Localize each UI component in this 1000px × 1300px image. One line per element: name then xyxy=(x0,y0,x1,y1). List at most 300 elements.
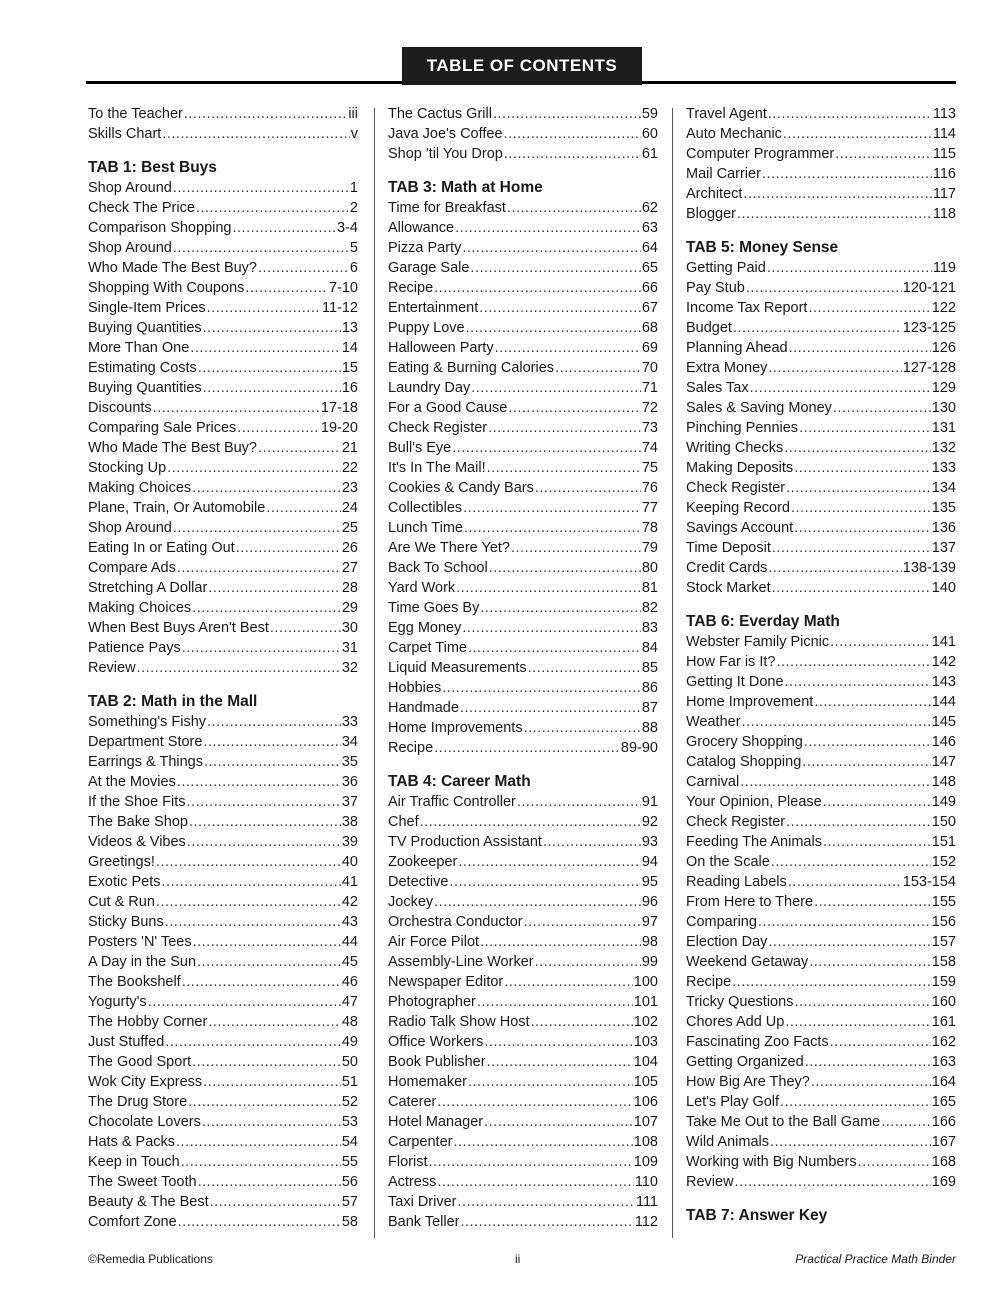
dot-leader xyxy=(434,278,641,298)
entry-title: Carpet Time xyxy=(388,640,467,656)
dot-leader xyxy=(823,792,931,812)
entry-page: 84 xyxy=(641,640,658,656)
dot-leader xyxy=(182,638,341,658)
entry-page: 44 xyxy=(341,934,358,950)
entry-title: Review xyxy=(686,1174,734,1190)
entry-title: Home Improvement xyxy=(686,694,814,710)
entry-title: Patience Pays xyxy=(88,640,181,656)
entry-page: 16 xyxy=(341,380,358,396)
entry-title: Check The Price xyxy=(88,200,195,216)
toc-entry xyxy=(388,418,658,438)
dot-leader xyxy=(453,1132,632,1152)
tab-heading: TAB 1: Best Buys xyxy=(88,159,217,176)
entry-page: 155 xyxy=(931,894,956,910)
entry-page: 2 xyxy=(349,200,358,216)
toc-entry xyxy=(388,198,658,218)
entry-page: 41 xyxy=(341,874,358,890)
toc-entry xyxy=(686,832,956,852)
dot-leader xyxy=(786,478,931,498)
dot-leader xyxy=(504,972,633,992)
dot-leader xyxy=(203,732,340,752)
dot-leader xyxy=(258,438,341,458)
entry-title: Eating In or Eating Out xyxy=(88,540,235,556)
toc-entry xyxy=(88,792,358,812)
dot-leader xyxy=(167,458,341,478)
entry-page: 38 xyxy=(341,814,358,830)
entry-page: 39 xyxy=(341,834,358,850)
entry-title: The Cactus Grill xyxy=(388,106,492,122)
toc-entry xyxy=(686,732,956,752)
entry-title: Allowance xyxy=(388,220,455,236)
entry-page: 46 xyxy=(341,974,358,990)
entry-title: At the Movies xyxy=(88,774,176,790)
entry-page: 96 xyxy=(641,894,658,910)
toc-entry xyxy=(88,812,358,832)
entry-page: 68 xyxy=(641,320,658,336)
toc-entry xyxy=(686,752,956,772)
entry-title: Election Day xyxy=(686,934,768,950)
entry-title: Shop Around xyxy=(88,180,172,196)
toc-entry xyxy=(686,1032,956,1052)
dot-leader xyxy=(493,104,641,124)
toc-entry xyxy=(686,952,956,972)
dot-leader xyxy=(182,972,341,992)
tab-heading: TAB 6: Everday Math xyxy=(686,613,840,630)
dot-leader xyxy=(511,538,641,558)
toc-entry xyxy=(686,104,956,124)
dot-leader xyxy=(207,298,321,318)
entry-title: Weekend Getaway xyxy=(686,954,809,970)
entry-title: Comparing xyxy=(686,914,757,930)
dot-leader xyxy=(750,378,931,398)
toc-entry xyxy=(88,1012,358,1032)
toc-entry xyxy=(88,1192,358,1212)
toc-entry xyxy=(686,538,956,558)
entry-page: 153-154 xyxy=(902,874,956,890)
entry-title: If the Shoe Fits xyxy=(88,794,186,810)
entry-page: 23 xyxy=(341,480,358,496)
entry-title: Assembly-Line Worker xyxy=(388,954,534,970)
entry-page: 34 xyxy=(341,734,358,750)
entry-title: Comparison Shopping xyxy=(88,220,232,236)
dot-leader xyxy=(198,1172,341,1192)
toc-entry xyxy=(88,618,358,638)
entry-page: 148 xyxy=(931,774,956,790)
dot-leader xyxy=(203,318,341,338)
dot-leader xyxy=(198,358,341,378)
dot-leader xyxy=(858,1152,931,1172)
entry-page: 94 xyxy=(641,854,658,870)
dot-leader xyxy=(830,1032,931,1052)
entry-title: The Sweet Tooth xyxy=(88,1174,197,1190)
toc-entry xyxy=(388,1072,658,1092)
toc-entry xyxy=(686,518,956,538)
entry-title: Auto Mechanic xyxy=(686,126,782,142)
dot-leader xyxy=(767,258,932,278)
entry-title: Office Workers xyxy=(388,1034,484,1050)
toc-section xyxy=(686,1206,956,1226)
entry-page: 63 xyxy=(641,220,658,236)
toc-entry xyxy=(686,912,956,932)
toc-entry xyxy=(88,852,358,872)
entry-page: 152 xyxy=(931,854,956,870)
toc-entry xyxy=(88,1092,358,1112)
dot-leader xyxy=(162,124,349,144)
toc-entry xyxy=(388,618,658,638)
entry-page: 111 xyxy=(635,1194,658,1210)
entry-title: Getting It Done xyxy=(686,674,784,690)
dot-leader xyxy=(153,398,320,418)
dot-leader xyxy=(742,712,931,732)
toc-entry xyxy=(686,1112,956,1132)
toc-entry xyxy=(686,632,956,652)
entry-title: Keeping Record xyxy=(686,500,790,516)
toc-section xyxy=(388,104,658,164)
dot-leader xyxy=(208,1012,341,1032)
entry-page: 30 xyxy=(341,620,358,636)
entry-page: 117 xyxy=(932,186,956,202)
entry-page: 92 xyxy=(641,814,658,830)
entry-page: 45 xyxy=(341,954,358,970)
entry-page: 107 xyxy=(633,1114,658,1130)
entry-page: 118 xyxy=(932,206,956,222)
dot-leader xyxy=(462,238,641,258)
dot-leader xyxy=(743,184,931,204)
toc-entry xyxy=(388,1152,658,1172)
dot-leader xyxy=(758,912,931,932)
entry-page: 89-90 xyxy=(620,740,658,756)
entry-page: v xyxy=(350,126,358,142)
dot-leader xyxy=(189,812,341,832)
toc-entry xyxy=(88,712,358,732)
entry-page: 43 xyxy=(341,914,358,930)
entry-title: Just Stuffed xyxy=(88,1034,165,1050)
entry-page: 70 xyxy=(641,360,658,376)
entry-title: Videos & Vibes xyxy=(88,834,186,850)
toc-entry xyxy=(388,832,658,852)
toc-entry xyxy=(686,184,956,204)
entry-page: 27 xyxy=(341,560,358,576)
toc-entry xyxy=(686,972,956,992)
dot-leader xyxy=(455,218,641,238)
entry-title: Actress xyxy=(388,1174,437,1190)
entry-page: 65 xyxy=(641,260,658,276)
footer-page-number: ii xyxy=(515,1252,521,1266)
toc-entry xyxy=(686,932,956,952)
entry-page: 129 xyxy=(931,380,956,396)
entry-title: Getting Paid xyxy=(686,260,766,276)
dot-leader xyxy=(776,652,930,672)
dot-leader xyxy=(203,1072,341,1092)
dot-leader xyxy=(203,378,341,398)
dot-leader xyxy=(799,418,931,438)
entry-page: 136 xyxy=(931,520,956,536)
entry-title: How Far is It? xyxy=(686,654,776,670)
entry-title: Time Deposit xyxy=(686,540,771,556)
entry-title: Cut & Run xyxy=(88,894,155,910)
toc-entry xyxy=(88,1172,358,1192)
entry-page: 159 xyxy=(931,974,956,990)
entry-page: 141 xyxy=(931,634,956,650)
entry-title: Homemaker xyxy=(388,1074,467,1090)
entry-title: Chef xyxy=(388,814,419,830)
toc-entry xyxy=(388,144,658,164)
entry-page: 156 xyxy=(931,914,956,930)
toc-section xyxy=(88,104,358,144)
toc-entry xyxy=(686,438,956,458)
entry-page: 87 xyxy=(641,700,658,716)
dot-leader xyxy=(460,1212,633,1232)
toc-entry xyxy=(686,852,956,872)
entry-page: 6 xyxy=(349,260,358,276)
toc-entry xyxy=(388,438,658,458)
dot-leader xyxy=(802,752,931,772)
toc-entry xyxy=(88,538,358,558)
entry-page: 151 xyxy=(931,834,956,850)
entry-page: iii xyxy=(348,106,358,122)
toc-entry xyxy=(388,812,658,832)
entry-page: 103 xyxy=(633,1034,658,1050)
dot-leader xyxy=(177,772,341,792)
entry-page: 126 xyxy=(931,340,956,356)
entry-page: 116 xyxy=(932,166,956,182)
entry-page: 145 xyxy=(931,714,956,730)
dot-leader xyxy=(449,872,640,892)
dot-leader xyxy=(148,992,341,1012)
entry-title: Caterer xyxy=(388,1094,437,1110)
entry-page: 57 xyxy=(341,1194,358,1210)
entry-title: Time for Breakfast xyxy=(388,200,506,216)
toc-section xyxy=(388,178,658,758)
toc-entry xyxy=(388,298,658,318)
toc-entry xyxy=(88,1072,358,1092)
entry-title: Blogger xyxy=(686,206,736,222)
dot-leader xyxy=(188,1092,341,1112)
entry-title: Weather xyxy=(686,714,741,730)
toc-entry xyxy=(686,298,956,318)
dot-leader xyxy=(420,812,641,832)
dot-leader xyxy=(784,438,931,458)
toc-entry xyxy=(88,498,358,518)
dot-leader xyxy=(165,1032,341,1052)
toc-entry xyxy=(388,658,658,678)
entry-title: Sticky Buns xyxy=(88,914,164,930)
dot-leader xyxy=(468,1072,633,1092)
toc-entry xyxy=(88,872,358,892)
toc-entry xyxy=(686,318,956,338)
entry-title: How Big Are They? xyxy=(686,1074,810,1090)
dot-leader xyxy=(740,772,931,792)
dot-leader xyxy=(524,912,641,932)
entry-title: To the Teacher xyxy=(88,106,183,122)
toc-entry xyxy=(388,678,658,698)
toc-entry xyxy=(388,1052,658,1072)
entry-title: Hats & Packs xyxy=(88,1134,176,1150)
toc-entry xyxy=(686,124,956,144)
dot-leader xyxy=(456,578,641,598)
entry-title: Egg Money xyxy=(388,620,462,636)
entry-title: Comparing Sale Prices xyxy=(88,420,237,436)
dot-leader xyxy=(733,318,902,338)
toc-entry xyxy=(686,1072,956,1092)
entry-title: Air Force Pilot xyxy=(388,934,480,950)
entry-page: 47 xyxy=(341,994,358,1010)
entry-page: 75 xyxy=(641,460,658,476)
entry-title: TV Production Assistant xyxy=(388,834,542,850)
toc-entry xyxy=(88,398,358,418)
entry-title: Entertainment xyxy=(388,300,479,316)
entry-title: Sales & Saving Money xyxy=(686,400,832,416)
dot-leader xyxy=(814,692,930,712)
entry-title: Taxi Driver xyxy=(388,1194,457,1210)
entry-page: 130 xyxy=(931,400,956,416)
entry-page: 1 xyxy=(349,180,358,196)
entry-title: Photographer xyxy=(388,994,476,1010)
entry-title: Reading Labels xyxy=(686,874,787,890)
entry-title: From Here to There xyxy=(686,894,814,910)
dot-leader xyxy=(811,1072,931,1092)
dot-leader xyxy=(156,852,341,872)
entry-page: 3-4 xyxy=(337,220,358,236)
dot-leader xyxy=(173,238,349,258)
entry-title: Time Goes By xyxy=(388,600,480,616)
entry-title: Check Register xyxy=(388,420,488,436)
dot-leader xyxy=(804,732,931,752)
dot-leader xyxy=(237,418,320,438)
dot-leader xyxy=(204,752,341,772)
dot-leader xyxy=(437,1092,632,1112)
dot-leader xyxy=(814,892,931,912)
entry-page: 104 xyxy=(633,1054,658,1070)
toc-entry xyxy=(686,338,956,358)
entry-page: 81 xyxy=(641,580,658,596)
entry-page: 109 xyxy=(633,1154,658,1170)
entry-title: Credit Cards xyxy=(686,560,768,576)
dot-leader xyxy=(193,932,341,952)
entry-title: Laundry Day xyxy=(388,380,471,396)
entry-title: Carpenter xyxy=(388,1134,453,1150)
entry-title: Earrings & Things xyxy=(88,754,203,770)
entry-title: On the Scale xyxy=(686,854,770,870)
toc-entry xyxy=(388,258,658,278)
dot-leader xyxy=(196,198,349,218)
entry-page: 54 xyxy=(341,1134,358,1150)
entry-page: 100 xyxy=(633,974,658,990)
dot-leader xyxy=(808,298,930,318)
dot-leader xyxy=(535,952,641,972)
entry-title: Wild Animals xyxy=(686,1134,769,1150)
entry-title: Newspaper Editor xyxy=(388,974,504,990)
toc-entry xyxy=(388,872,658,892)
entry-title: Pay Stub xyxy=(686,280,745,296)
toc-entry xyxy=(88,832,358,852)
entry-title: Chocolate Lovers xyxy=(88,1114,201,1130)
dot-leader xyxy=(192,1052,341,1072)
toc-entry xyxy=(686,458,956,478)
entry-title: Radio Talk Show Host xyxy=(388,1014,530,1030)
dot-leader xyxy=(768,932,930,952)
toc-entry xyxy=(686,278,956,298)
entry-title: Computer Programmer xyxy=(686,146,835,162)
dot-leader xyxy=(484,1032,632,1052)
dot-leader xyxy=(452,438,641,458)
dot-leader xyxy=(508,398,641,418)
toc-entry xyxy=(88,418,358,438)
entry-title: Budget xyxy=(686,320,732,336)
entry-page: 78 xyxy=(641,520,658,536)
entry-title: When Best Buys Aren't Best xyxy=(88,620,269,636)
dot-leader xyxy=(245,278,328,298)
toc-entry xyxy=(388,638,658,658)
footer-book-title: Practical Practice Math Binder xyxy=(795,1252,956,1266)
entry-page: 105 xyxy=(633,1074,658,1090)
entry-page: 146 xyxy=(931,734,956,750)
entry-title: Who Made The Best Buy? xyxy=(88,260,257,276)
toc-entry xyxy=(388,992,658,1012)
entry-page: 19-20 xyxy=(320,420,358,436)
entry-page: 131 xyxy=(931,420,956,436)
dot-leader xyxy=(833,398,931,418)
dot-leader xyxy=(190,338,341,358)
entry-page: 101 xyxy=(633,994,658,1010)
entry-page: 40 xyxy=(341,854,358,870)
entry-page: 31 xyxy=(341,640,358,656)
dot-leader xyxy=(434,892,641,912)
entry-page: 165 xyxy=(931,1094,956,1110)
dot-leader xyxy=(835,144,932,164)
dot-leader xyxy=(462,618,641,638)
entry-page: 122 xyxy=(931,300,956,316)
dot-leader xyxy=(165,912,341,932)
entry-title: Mail Carrier xyxy=(686,166,761,182)
entry-page: 36 xyxy=(341,774,358,790)
entry-title: The Hobby Corner xyxy=(88,1014,208,1030)
footer-publisher: ©Remedia Publications xyxy=(88,1252,213,1266)
entry-page: 86 xyxy=(641,680,658,696)
entry-title: Handmade xyxy=(388,700,459,716)
entry-page: 48 xyxy=(341,1014,358,1030)
entry-page: 133 xyxy=(931,460,956,476)
dot-leader xyxy=(488,418,641,438)
toc-entry xyxy=(388,318,658,338)
entry-page: 137 xyxy=(931,540,956,556)
entry-page: 119 xyxy=(932,260,956,276)
dot-leader xyxy=(187,832,341,852)
entry-title: Hobbies xyxy=(388,680,442,696)
dot-leader xyxy=(457,1192,634,1212)
dot-leader xyxy=(202,1112,341,1132)
entry-page: 24 xyxy=(341,500,358,516)
toc-entry xyxy=(388,538,658,558)
entry-title: Stocking Up xyxy=(88,460,167,476)
dot-leader xyxy=(192,598,341,618)
dot-leader xyxy=(466,318,641,338)
entry-page: 66 xyxy=(641,280,658,296)
entry-title: Catalog Shopping xyxy=(686,754,802,770)
dot-leader xyxy=(805,1052,931,1072)
dot-leader xyxy=(783,124,932,144)
dot-leader xyxy=(487,1052,633,1072)
entry-page: 120-121 xyxy=(902,280,956,296)
dot-leader xyxy=(208,578,341,598)
dot-leader xyxy=(207,712,341,732)
dot-leader xyxy=(187,792,341,812)
entry-page: 61 xyxy=(641,146,658,162)
toc-entry xyxy=(388,972,658,992)
toc-entry xyxy=(686,1152,956,1172)
entry-title: Hotel Manager xyxy=(388,1114,484,1130)
entry-page: 53 xyxy=(341,1114,358,1130)
